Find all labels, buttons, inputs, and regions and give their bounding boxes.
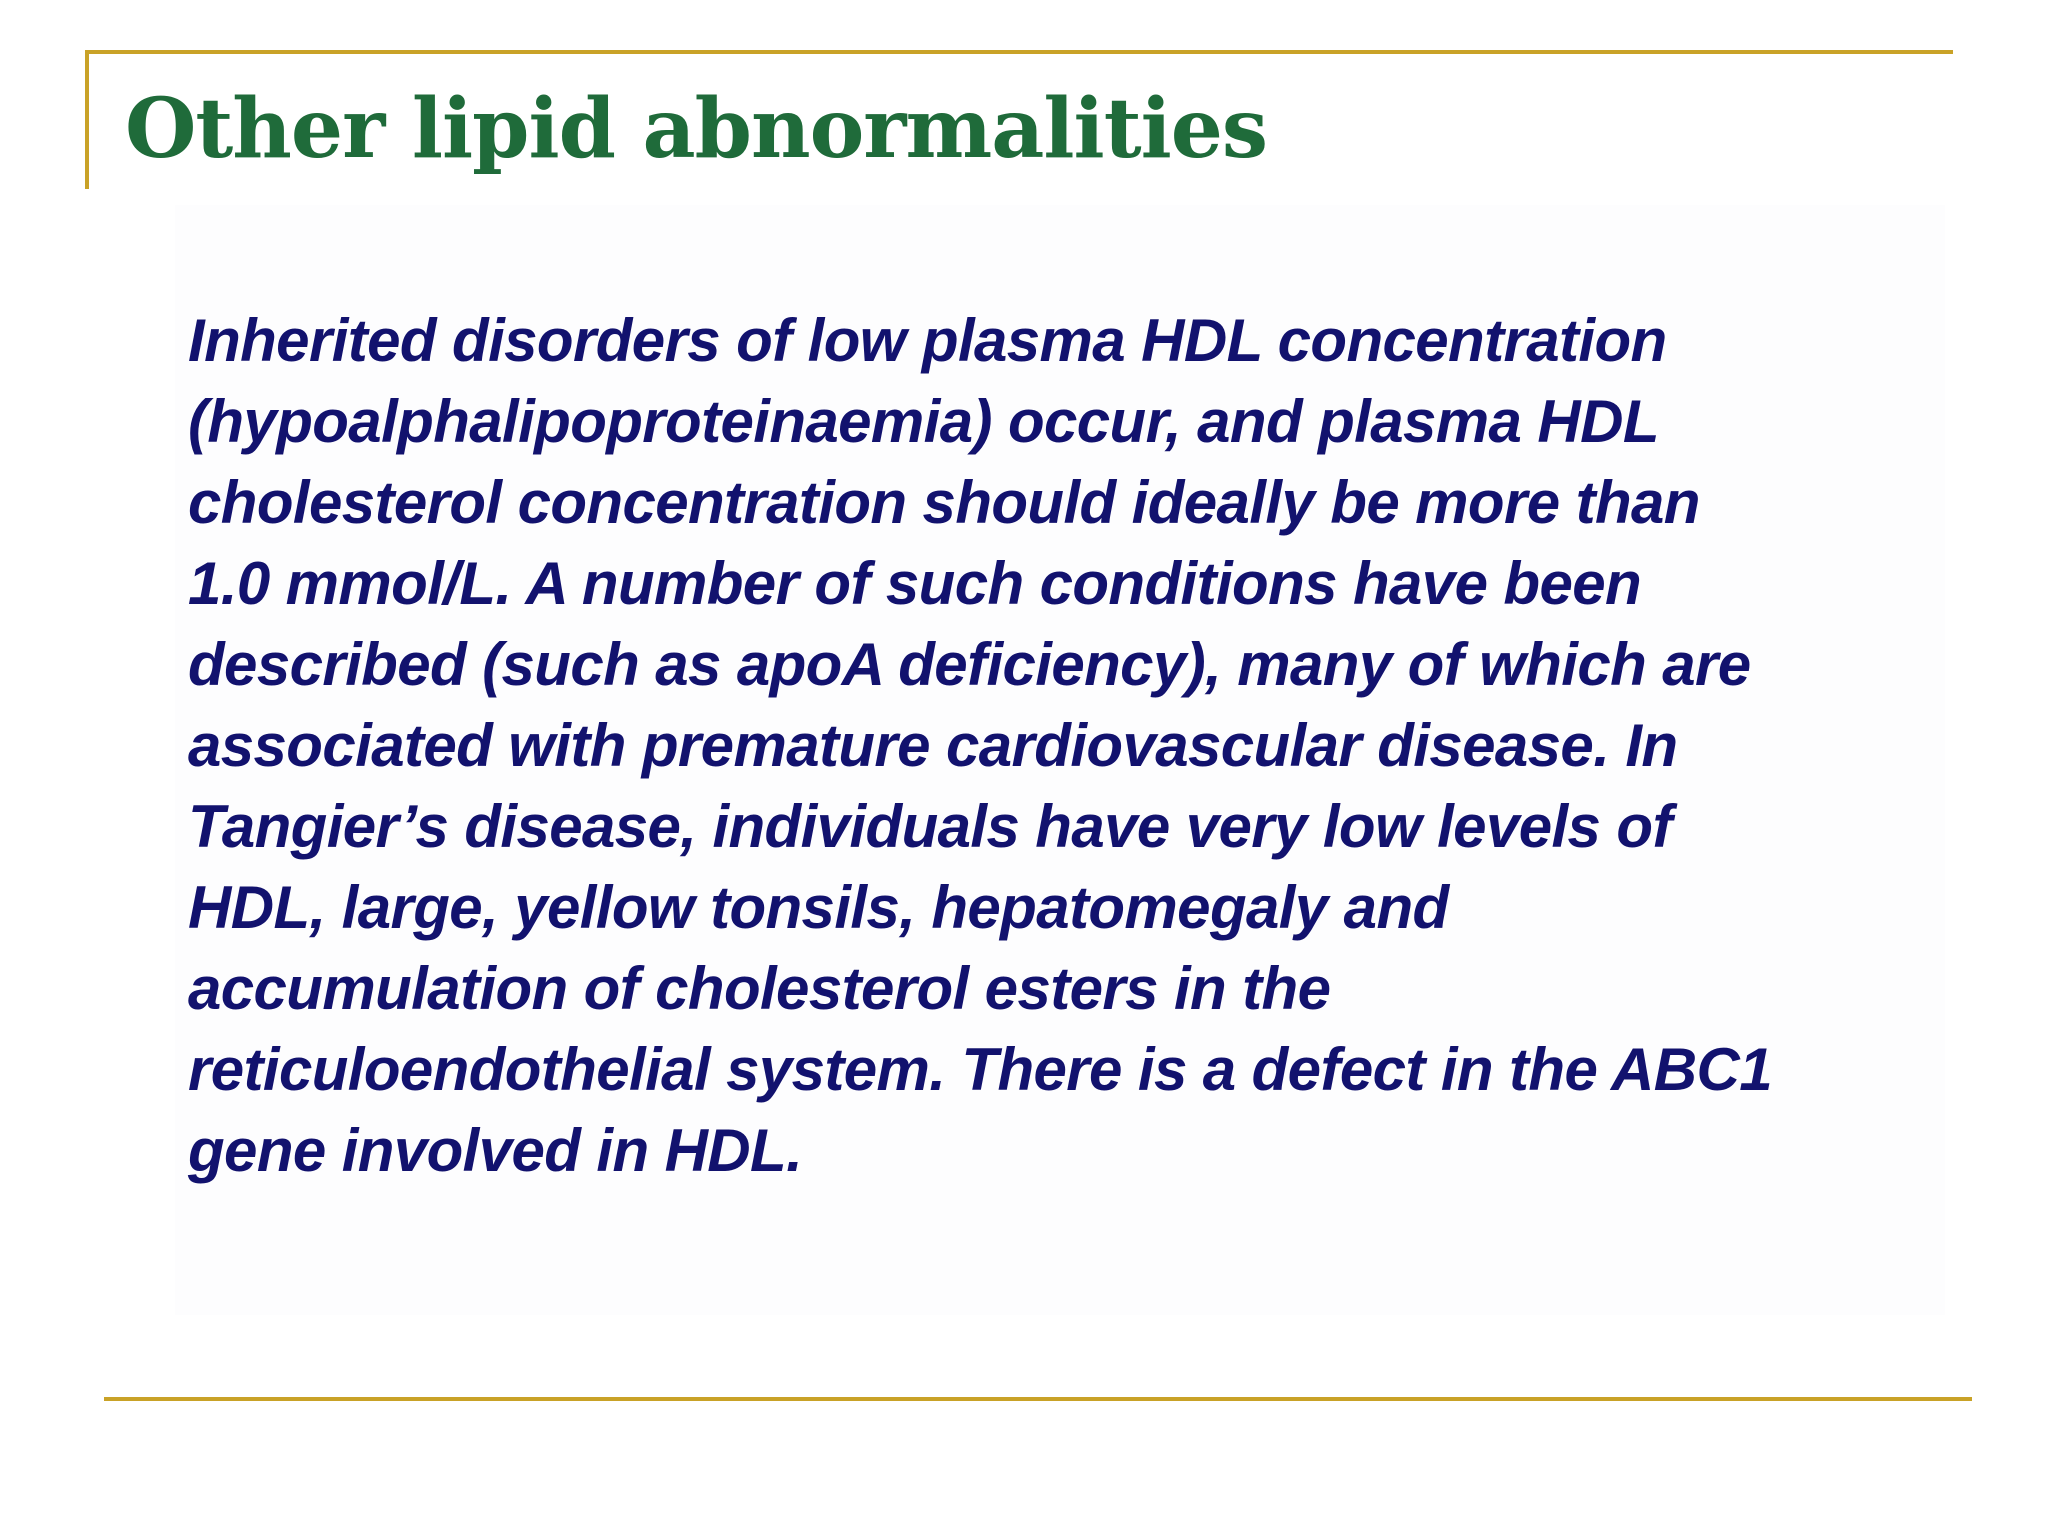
bottom-rule [104, 1397, 1972, 1401]
body-line: HDL, large, yellow tonsils, hepatomegaly and [188, 874, 1449, 941]
top-rule [85, 50, 1953, 54]
body-line: reticuloendothelial system. There is a defect in the ABC1 [188, 1036, 1773, 1103]
slide-body [188, 300, 1948, 1191]
body-line: 1.0 mmol/L. A number of such conditions have been [188, 550, 1642, 617]
body-line: gene involved in HDL. [188, 1117, 803, 1184]
body-line: Inherited disorders of low plasma HDL concentration [188, 307, 1667, 374]
body-line: associated with premature cardiovascular disease. In [188, 712, 1678, 779]
body-line: cholesterol concentration should ideally be more than [188, 469, 1700, 536]
body-line: Tangier’s disease, individuals have very low levels of [188, 793, 1672, 860]
slide-title: Other lipid abnormalities [125, 81, 1268, 177]
body-line: accumulation of cholesterol esters in the [188, 955, 1331, 1022]
left-rule [85, 50, 89, 189]
body-line: (hypoalphalipoproteinaemia) occur, and plasma HDL [188, 388, 1659, 455]
body-line: described (such as apoA deficiency), many of which are [188, 631, 1751, 698]
